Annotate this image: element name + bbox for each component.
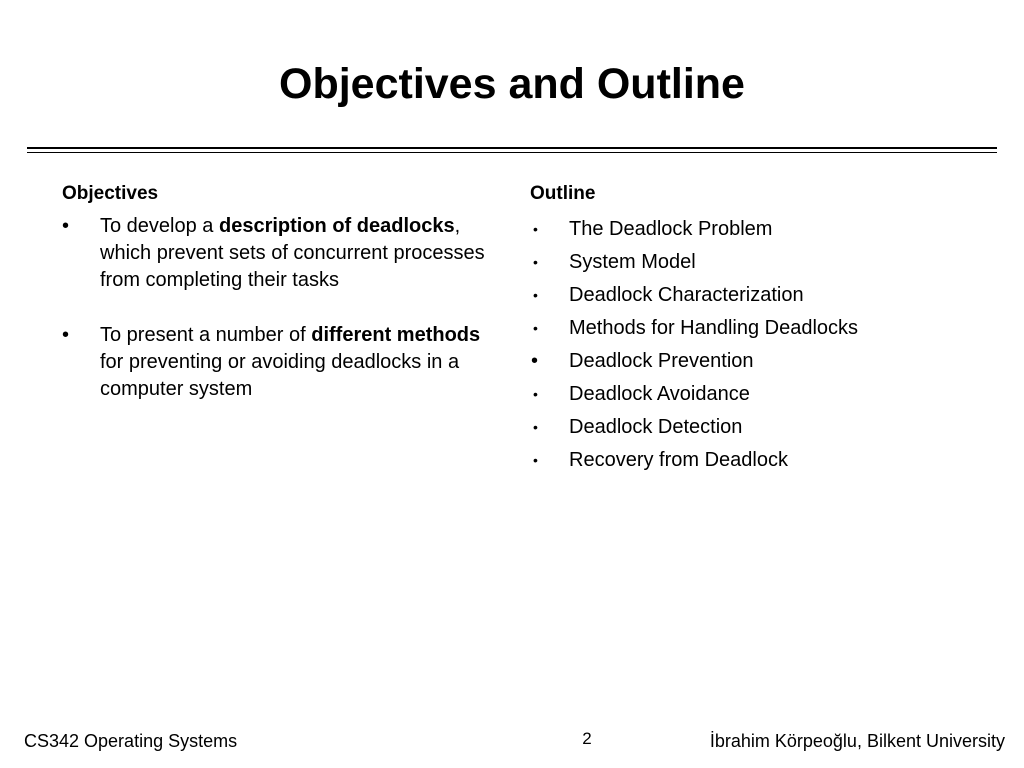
bullet: • <box>533 386 538 402</box>
list-item <box>530 444 1000 477</box>
list-item <box>530 411 1000 444</box>
list-item <box>530 378 1000 411</box>
title-divider-thin <box>27 152 997 153</box>
objective-item <box>62 322 502 403</box>
objective-text-bold: description of deadlocks <box>218 215 455 237</box>
list-item <box>530 246 1000 279</box>
slide-title: Objectives and Outline <box>279 60 745 108</box>
objective-text-bold: different methods <box>311 324 481 346</box>
bullet: • <box>62 215 70 237</box>
objectives-column <box>62 180 502 403</box>
list-item-label: Deadlock Prevention <box>569 350 754 372</box>
page-number: 2 <box>582 729 592 748</box>
list-item <box>530 213 1000 246</box>
outline-heading: Outline <box>530 183 596 204</box>
bullet: • <box>533 221 538 237</box>
bullet: • <box>531 350 539 372</box>
objective-item <box>62 213 502 294</box>
objective-text-post: , which prevent sets of concurrent processes from completing their tasks <box>100 215 485 291</box>
list-item-label: Methods for Handling Deadlocks <box>569 317 859 339</box>
footer-course: CS342 Operating Systems <box>24 731 238 751</box>
list-item-label: Deadlock Detection <box>569 416 743 438</box>
bullet: • <box>62 324 70 346</box>
footer-author: İbrahim Körpeoğlu, Bilkent University <box>709 731 1005 751</box>
objective-text-pre: To present a number of <box>100 324 312 346</box>
outline-list <box>530 213 1000 477</box>
bullet: • <box>533 320 538 336</box>
list-item-label: Deadlock Characterization <box>569 284 804 306</box>
list-item-label: The Deadlock Problem <box>569 218 773 240</box>
list-item-label: Recovery from Deadlock <box>569 449 788 471</box>
objective-text <box>100 213 502 294</box>
outline-column <box>530 180 1000 477</box>
objective-text-pre: To develop a <box>100 215 219 237</box>
bullet: • <box>533 254 538 270</box>
bullet: • <box>533 452 538 468</box>
objective-text-post: for preventing or avoiding deadlocks in a computer system <box>100 351 460 400</box>
list-item-label: System Model <box>569 251 696 273</box>
list-item <box>530 312 1000 345</box>
list-item <box>530 345 1000 378</box>
bullet: • <box>533 419 538 435</box>
list-item-label: Deadlock Avoidance <box>569 383 750 405</box>
objective-text <box>100 322 502 403</box>
list-item <box>530 279 1000 312</box>
objectives-heading: Objectives <box>62 183 159 204</box>
title-divider-thick <box>27 147 997 149</box>
bullet: • <box>533 287 538 303</box>
